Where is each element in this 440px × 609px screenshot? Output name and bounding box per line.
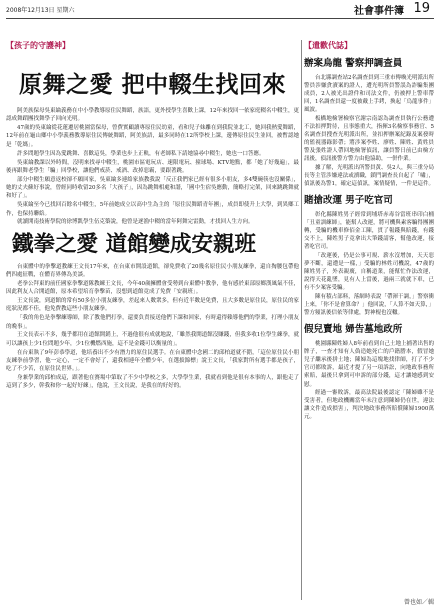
- column-divider: [301, 40, 302, 600]
- page-number: 19: [413, 1, 430, 16]
- right-section-label: 【遺歡代誌】: [304, 41, 352, 50]
- brief1-paragraph: 台北縣調查站2名調查員到三重市傳喚光明派出所警員涉嫌貪瀆案的證人，遭光明所員警誤為詐騙集團成員，2人被光出證件和司法文件，仍被押上警車帶回，1名調查員還一度被戴上手銬，換起「烏龍事件」風波。: [304, 75, 435, 114]
- byline: 曾也如／輯: [403, 599, 434, 606]
- page-header: [6, 2, 432, 18]
- brief2-paragraph: 彰化縣陳姓男子經常到埔塔赤毒谷當班串印白桶「丑童訓練師」，能幫人改運，將可機與素客騙得團團轉，受騙的機車修佰金工陳，貫了報錢與賠錢，有錢交不上，陳姓男子竟拿出大筆錢請客，幫他改運，接著吃官司。: [304, 212, 434, 251]
- left-column: [6, 40, 299, 595]
- story1-paragraph: 部分中輟生願意返校卻不願回家，吳東綸多連絡家族教我說「反正我們家已經有很多小朋友，多4雙碗筷也沒關係」，她的丈夫蘇好事說，曾經同時收留20多名「大孩子」，因為跳舞相處和諧，「國中生宿吳應動，簡略打完架，回來跳跳舞就和好了」。: [6, 176, 300, 200]
- section-title: 社會事件簿: [354, 6, 404, 17]
- story1-paragraph: 47歲的吳東綸從花蓮遷居桃園當保母，曾費實顧讀專原住民幼童，看和兒子妹離在到我院並北工，她回我熱愛舞蹈，12年前在龜山鄉中小學義務教導原住民傳統舞蹈，阿美族語，最多同時在12所學校上課，邊傳原住民生並回，被暫認她是「乾媽」。: [6, 125, 300, 148]
- brief3-body: [304, 340, 434, 421]
- story1-paragraph: 就讀開南技術學院的徐博凱學生伍克築說，他曾是逐漁中輟的當年阿舞完雷動，才找回人生方向。: [17, 219, 254, 226]
- story1-headline: 原舞之愛 把中輟生找回來: [18, 71, 286, 98]
- story1-body: [6, 107, 299, 227]
- brief1-paragraph: 板橋地檢署檢察官謝宗南認為調查員執行公務遭不法扣押對待，且事態重大，指揮3名檢察事務官、5名調查員搜查光明派出所，並扣押辦案紀錄及案發時的監視器錄影帶；將涉案李姓、廖姓、陳姓、黃姓員警及張姓證人帶回地檢署偵訊，讓員警日前已由檢方訊後，偵訊後警方警力由他協助，一併作業。: [304, 115, 434, 163]
- header-rule: [6, 18, 434, 19]
- issue-date: 2008年12月13日 星期六: [6, 7, 75, 14]
- left-section-label: 【孩子的守護神】: [6, 41, 70, 50]
- story2-paragraph: 身兼學業的邱柏成這，跟著他在賽場中第取了不少中學校之多，大學學生業，我就看到他是很有本事的人，跟他走了這到了多少，幹我和你一起好好練」，他說，王文長說，是我在的好好的。: [6, 375, 299, 390]
- brief2-title: 賭搶改運 男子吃官司: [304, 195, 393, 207]
- story1-paragraph: 阿美族保母吳東綸義務在中小學教導原住民舞蹈，族語，更外授學生喜歡上課，12年來找回一依家庭輟名中輟生，更認成舞蹈團找舞學子回向光明。: [6, 108, 300, 123]
- story2-headline: 鐵拳之愛 道館變成安親班: [12, 231, 256, 257]
- story1-paragraph: 許多問題學生因為愛跳舞、喜歡這吳，學業也步上正軌，有老師私下請她協尋中輟生，她也一口答應。: [17, 150, 265, 157]
- story1-paragraph: 吳東綸教課以外時間，沒明來找尋中輟生，桃園市區電玩店、速限電玩、撞球場、KTV地點，都「她了好幾遍」，最後再跟舞老學生「騙」回學校，讓他們戒菸、戒酒、改掉惡霸，要跟著跳。: [6, 159, 299, 174]
- story2-paragraph: 王文長表示不多，幾乎都用在道館開銷上，不過他很有成就地說，「雖然我開道館沒賺錢，但我多收1位學生練拳，就可以讓孩上少1位問題少年，少1位機燃西施，這不是金錢可以衡量的」。: [6, 332, 299, 347]
- story2-body: [6, 263, 299, 391]
- brief3-title: 假兒賣地 婦告墓地政所: [304, 324, 403, 336]
- brief1-title: 辦案烏龍 警察押調查員: [304, 58, 403, 69]
- brief3-paragraph: 經過一審敗訴，最高法院最後認定「陳婦雖不是受害者，但地政機關當年未注意到陳婦仍在世，違法讓文件造成損害」，判決地政事務所賠償陳婦1900萬元。: [304, 390, 434, 421]
- brief1-body: [304, 74, 434, 188]
- story2-paragraph: 「我的角色是拳擊練導師，除了教他們打拳，還要負責接送他們下課和回家，有時還得賴導他們的學業，打理小朋友的晚事」。: [6, 315, 299, 330]
- story2-paragraph: 在台東執了9年彭恭學道，他培養出不少有潛力的原住民選手。在台東體中念國二的邱柏道就不錯，「這位原住民小朋友練拳前學習，他一定心，一定不會好了，還我相連年全體少年，在選拔錦標」說王文長，「我家對所有選手都是孩子，吃了不少苦，在原住民世界。」。: [6, 349, 299, 373]
- right-column: [304, 40, 434, 602]
- story2-paragraph: 台東體中的拳擊道教練王文長17年來，在台東市開設道館，卻免費收了20幾名原住民小朋友練拳，還自掏腰包帶他們四處征戰，在體育界傳為美談。: [6, 263, 299, 279]
- brief1-paragraph: 據了解，光明派出所警員黃、吳2人，與三重分局長等主管涉嫌違法或瀆職，鎖門調查長自起了「嘯」，偵訊後為警1，確定這偵訊，案情疑情，一件是這件。: [304, 164, 435, 187]
- story2-paragraph: 老拳公拜東的前任國家拳擊道隊教練王文長，今年40歲擁體會受勢到台東體中教拳，他有感於東部原鄉漢風氣不佳，因此利友人合開道館，原本希望培育拳擊苗，沒想到道館竟成了免費「安親班」。: [6, 280, 300, 296]
- story1-paragraph: 吳東綸至今已找回百餘名中輟生，5年前她成立以高中生為主的「原住民舞蹈青年團」，成員即使升上大學，到異鄉工作，也保持聯絡。: [6, 202, 299, 217]
- brief2-body: [304, 211, 434, 317]
- brief2-paragraph: 陳有積占部料，落網時表說「帶渾干調，」警察衝上來，「你不是會算命？」他回說，「人算不如天算，」警方頻訊後信依等律處，對神棍也沒轍。: [304, 293, 434, 316]
- brief3-paragraph: 桃園縣陳姓婦人8年前看到自己土地上捕著出售的牌子，一查才知有人偽造她死亡的戶籍謄本，假冒她兒子繼承後拼土地；陳婦為這塊地找律師，打了不少官司都敗訴，最近才提了另一項訴訟，向地政事務所索賠，最後只拿到可申訴的部分錢，這才讓她感到安慰。: [304, 341, 435, 388]
- story2-paragraph: 王文長說，到道館的常有50多位小朋友練拳，差起來人數衆多，但有近半數是免費，且大多數是原住民，原住民的家庭狀況都不佳，他免費教這些小朋友練拳。: [6, 298, 300, 313]
- brief2-paragraph: 「改運後，仍是公事可規、薪水沒增加，天天惡夢不斷，還遭是一樣，」受騙的林姓司機說，47歲的陳姓男子，外表親廣，自稱道業，能幫忙作法改運，說得天花亂墜，見有人上當後，過兩三就就下車，已有不少案客受騙。: [304, 252, 434, 292]
